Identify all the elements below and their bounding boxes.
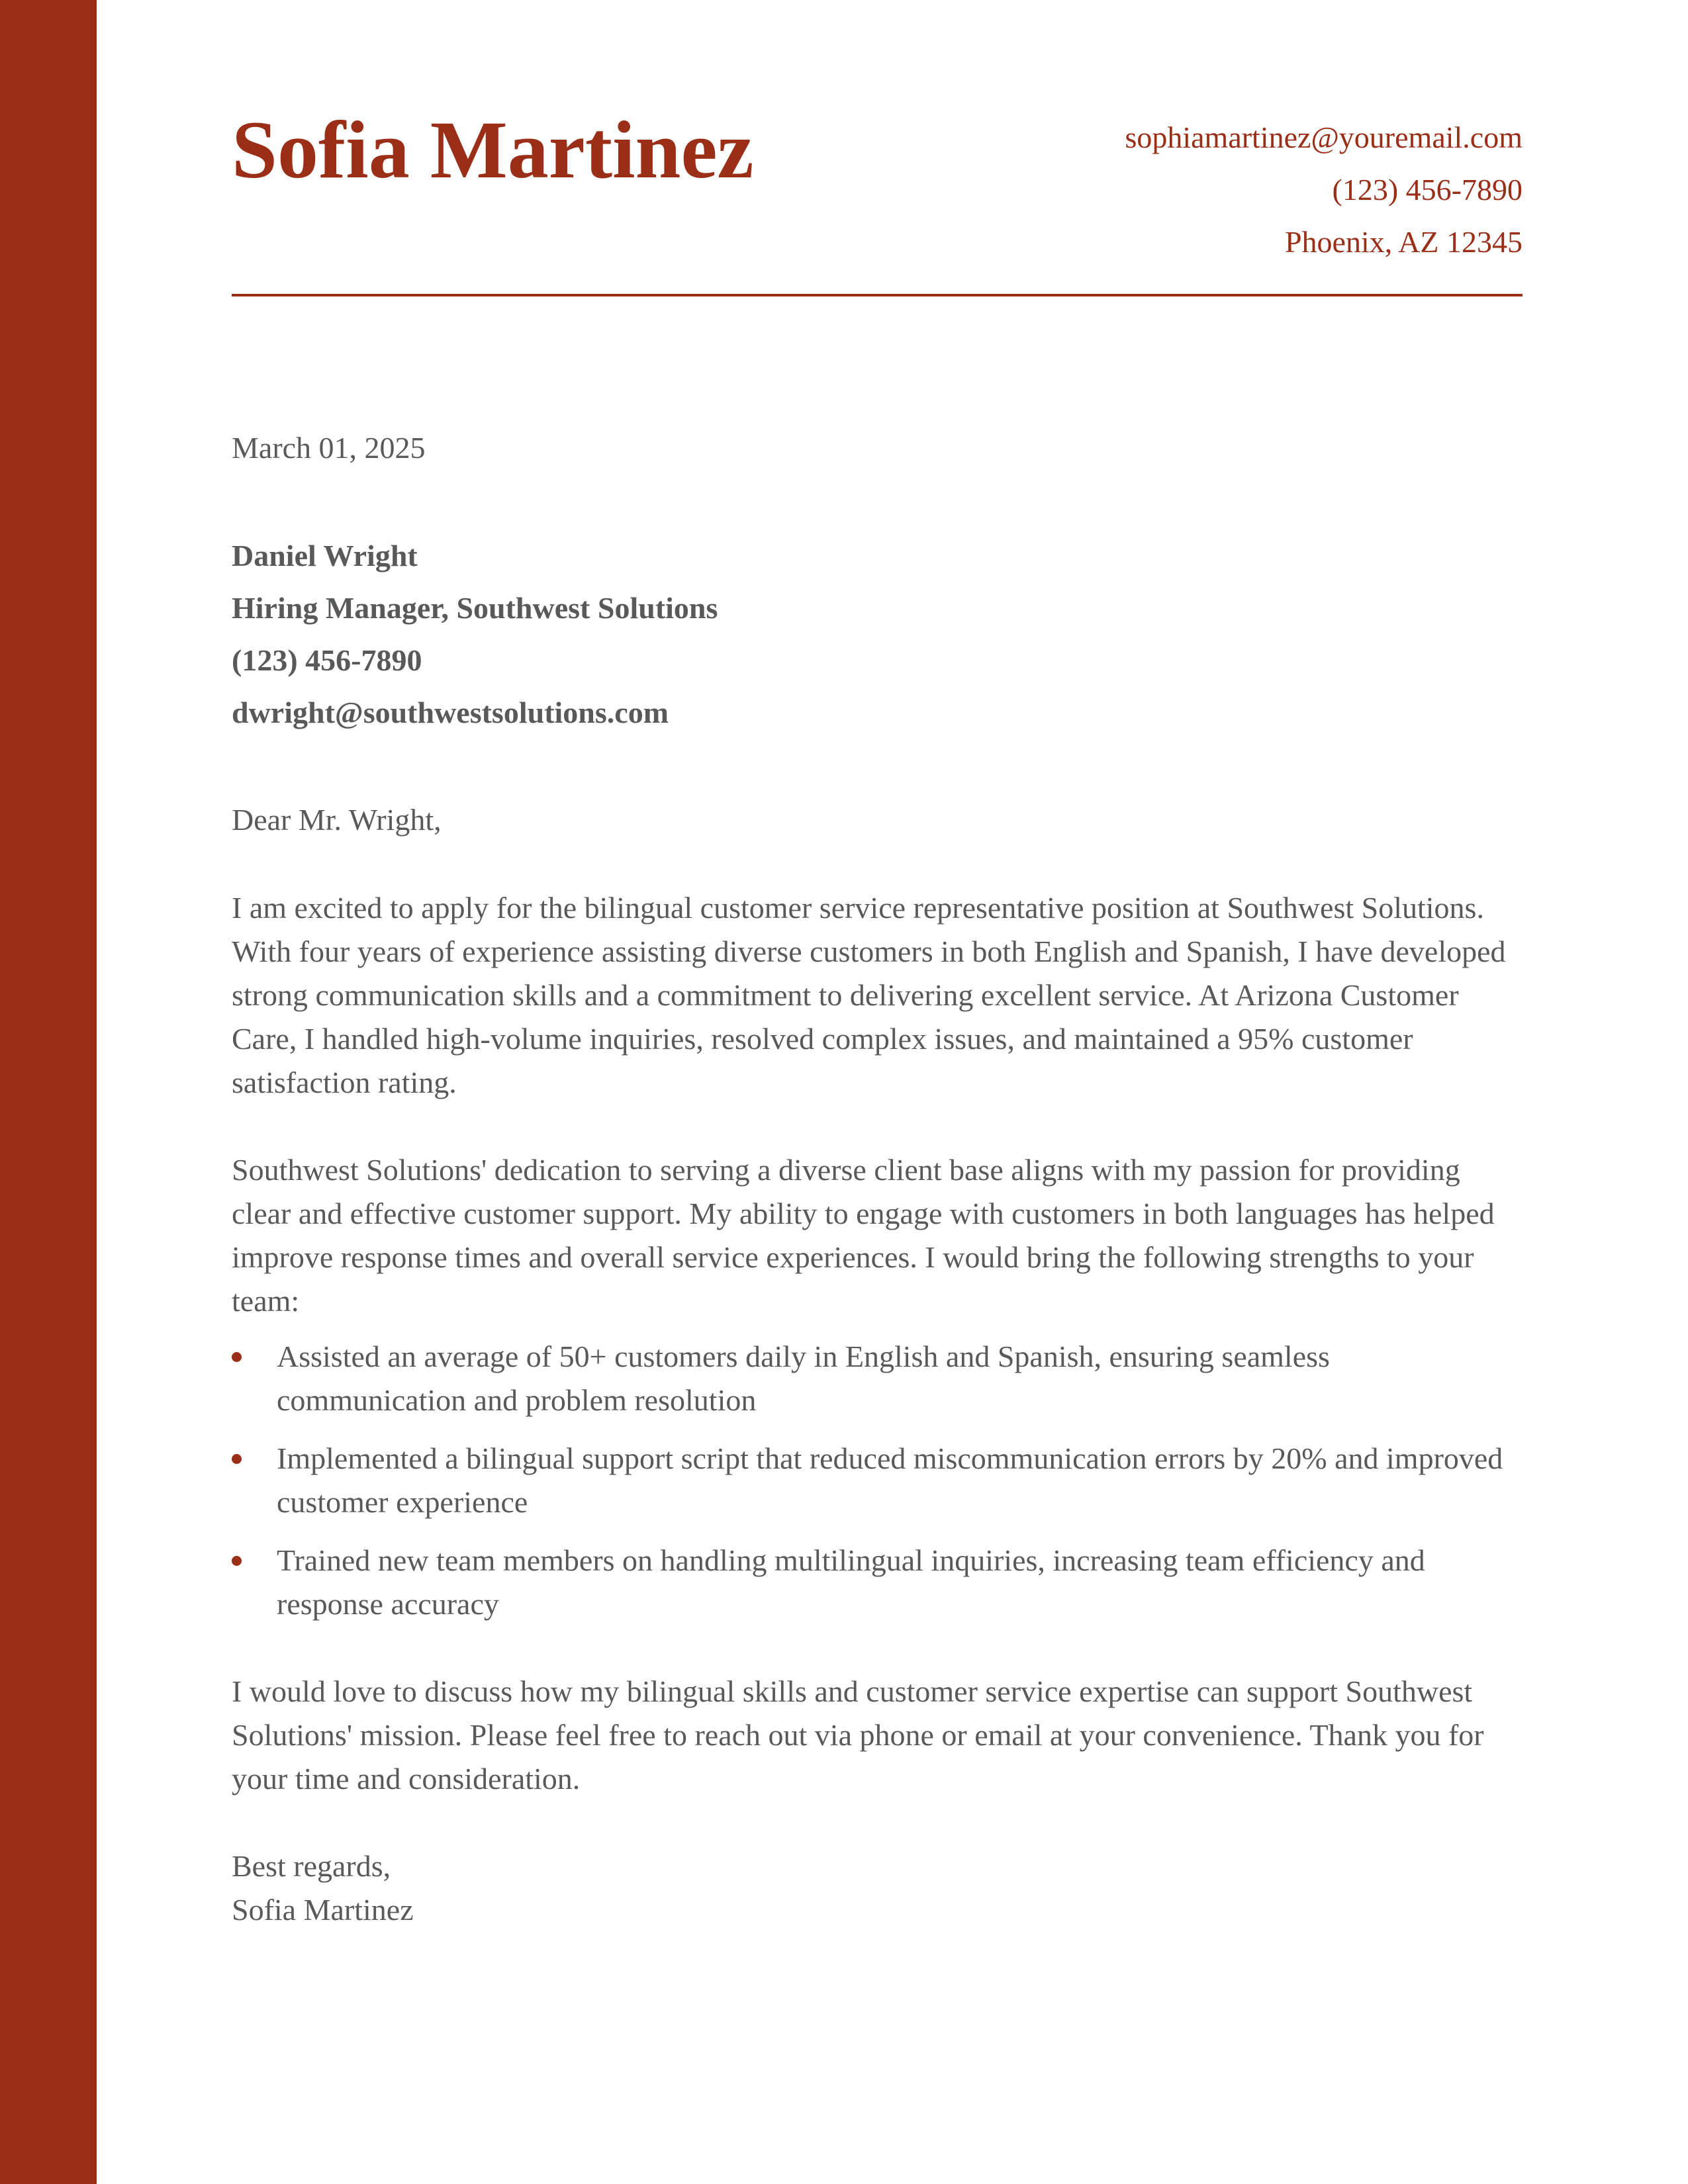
sender-name: Sofia Martinez: [232, 105, 754, 195]
strengths-list: [232, 1335, 1523, 1626]
recipient-title: Hiring Manager, Southwest Solutions: [232, 591, 718, 625]
letter-body: [232, 426, 1523, 1932]
sender-location: Phoenix, AZ 12345: [1284, 225, 1523, 259]
sender-phone: (123) 456-7890: [1332, 173, 1523, 206]
bullet-icon: [232, 1352, 242, 1362]
recipient-email: dwright@southwestsolutions.com: [232, 696, 669, 729]
recipient-phone: (123) 456-7890: [232, 643, 422, 677]
sender-email: sophiamartinez@youremail.com: [1125, 120, 1523, 154]
recipient-name: Daniel Wright: [232, 539, 418, 572]
bullet-icon: [232, 1454, 242, 1464]
paragraph-intro: I am excited to apply for the bilingual customer service representative position at Southwest Solutions. With four years of experience assisting diverse customers in both English and Spanish, I have developed strong communication skills and a commitment to delivering excellent service. At Arizona Customer Care, I handled high-volume inquiries, resolved complex issues, and maintained a 95% customer satisfaction rating.: [232, 891, 1506, 1099]
list-item: [232, 1539, 1523, 1626]
recipient-block: [232, 529, 1523, 739]
list-item: [232, 1335, 1523, 1422]
bullet-icon: [232, 1556, 242, 1566]
strength-text: Implemented a bilingual support script that reduced miscommunication errors by 20% and improved customer experience: [277, 1441, 1503, 1519]
paragraph-alignment: Southwest Solutions' dedication to serving a diverse client base aligns with my passion for providing clear and effective customer support. My ability to engage with customers in both languages has helped improve response times and overall service experiences. I would bring the following strengths to your team:: [232, 1153, 1495, 1318]
signature-name: Sofia Martinez: [232, 1893, 414, 1927]
strength-text: Assisted an average of 50+ customers daily in English and Spanish, ensuring seamless communication and problem resolution: [277, 1340, 1330, 1417]
sender-contact-block: [1125, 111, 1523, 268]
closing-phrase: Best regards,: [232, 1849, 391, 1883]
list-item: [232, 1437, 1523, 1524]
letter-date: March 01, 2025: [232, 431, 426, 465]
accent-sidebar: [0, 0, 97, 2184]
sign-off: [232, 1844, 1523, 1932]
paragraph-closing: I would love to discuss how my bilingual skills and customer service expertise can support Southwest Solutions' mission. Please feel free to reach out via phone or email at your convenience. Thank you for your time and consideration.: [232, 1674, 1484, 1796]
strength-text: Trained new team members on handling multilingual inquiries, increasing team efficiency and response accuracy: [277, 1543, 1425, 1621]
salutation: Dear Mr. Wright,: [232, 803, 442, 837]
header-divider: [232, 294, 1523, 296]
